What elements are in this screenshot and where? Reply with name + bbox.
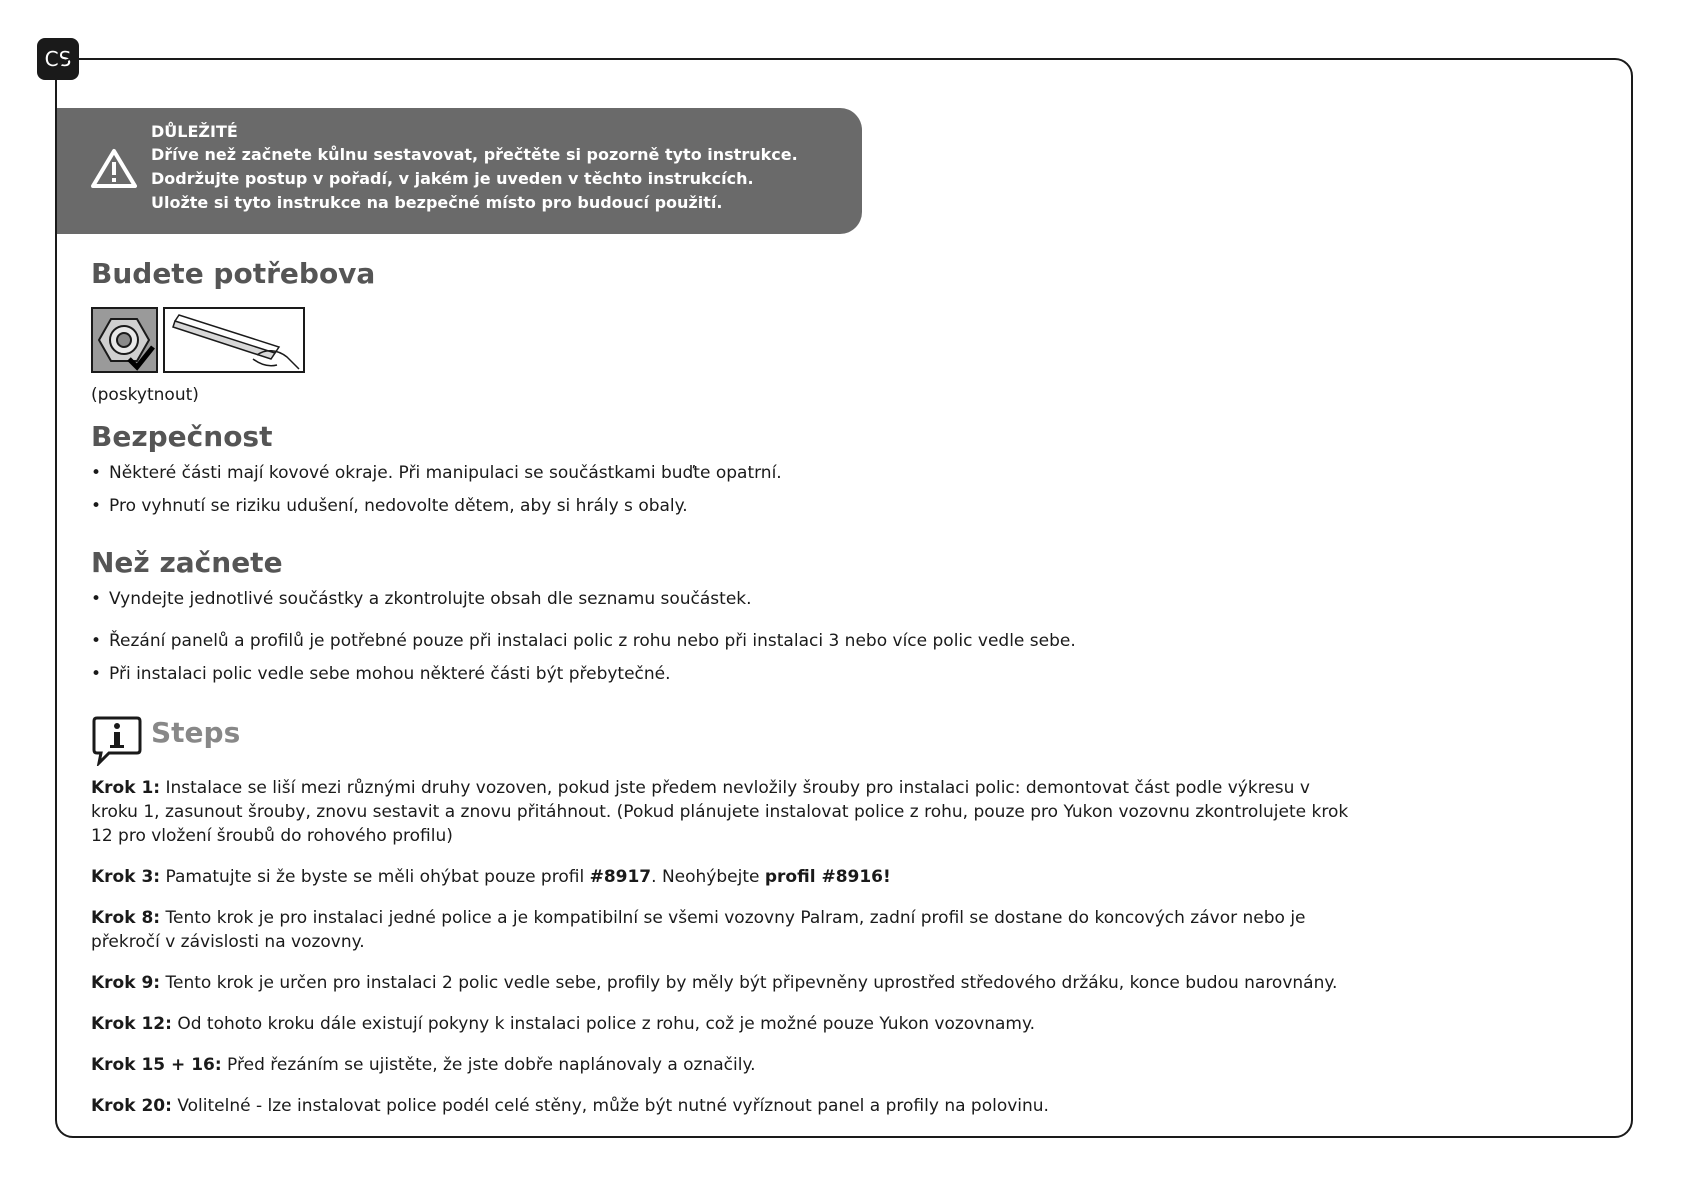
step-item: Krok 12: Od tohoto kroku dále existují pokyny k instalaci police z rohu, což je možné pouze Yukon vozovnamy. — [91, 1014, 1036, 1034]
tools-caption: (poskytnout) — [91, 385, 199, 405]
step-item: Krok 8: Tento krok je pro instalaci jedné police a je kompatibilní se všemi vozovny Palram, zadní profil se dostane do koncových závor nebo je překročí v závislosti na vozovny. — [91, 908, 1306, 952]
steps-heading: Steps — [151, 716, 241, 749]
list-item: • Při instalaci polic vedle sebe mohou některé části být přebytečné. — [91, 664, 671, 684]
language-badge: CS — [37, 38, 79, 80]
info-icon — [91, 714, 143, 766]
before-heading: Než začnete — [91, 546, 283, 579]
step-item: Krok 20: Volitelné - lze instalovat police podél celé stěny, může být nutné vyříznout panel a profily na polovinu. — [91, 1096, 1049, 1116]
step-item: Krok 9: Tento krok je určen pro instalaci 2 polic vedle sebe, profily by měly být připevněny uprostřed středového držáku, konce budou narovnány. — [91, 973, 1338, 993]
step-item: Krok 15 + 16: Před řezáním se ujistěte, že jste dobře naplánovaly a označily. — [91, 1055, 756, 1075]
list-item: • Pro vyhnutí se riziku udušení, nedovolte dětem, aby si hrály s obaly. — [91, 496, 688, 516]
warning-line: Uložte si tyto instrukce na bezpečné místo pro budoucí použití. — [151, 193, 723, 212]
step-item: Krok 3: Pamatujte si že byste se měli ohýbat pouze profil #8917. Neohýbejte profil #8916! — [91, 867, 891, 887]
nut-tool-icon — [91, 307, 158, 373]
list-item: • Některé části mají kovové okraje. Při manipulaci se součástkami buďte opatrní. — [91, 463, 782, 483]
warning-icon — [91, 148, 137, 188]
warning-line: Dříve než začnete kůlnu sestavovat, přečtěte si pozorně tyto instrukce. — [151, 145, 798, 164]
step-item: Krok 1: Instalace se liší mezi různými druhy vozoven, pokud jste předem nevložily šrouby pro instalaci polic: demontovat část podle výkresu v kroku 1, zasunout šrouby, znovu sestavit a znovu přitáhnout. (Pokud plánujete instalovat police z rohu, pouze pro Yukon vozovnu zkontrolujete krok 12 pro vložení šroubů do rohového profilu) — [91, 778, 1349, 846]
warning-title: DŮLEŽITÉ — [151, 122, 238, 141]
warning-line: Dodržujte postup v pořadí, v jakém je uveden v těchto instrukcích. — [151, 169, 754, 188]
warning-banner — [57, 108, 862, 234]
list-item: • Vyndejte jednotlivé součástky a zkontrolujte obsah dle seznamu součástek. — [91, 589, 752, 609]
list-item: • Řezání panelů a profilů je potřebné pouze při instalaci polic z rohu nebo při instalaci 3 nebo více polic vedle sebe. — [91, 631, 1076, 651]
hex-key-icon — [163, 307, 305, 373]
tools-heading: Budete potřebova — [91, 257, 376, 290]
safety-heading: Bezpečnost — [91, 420, 273, 453]
